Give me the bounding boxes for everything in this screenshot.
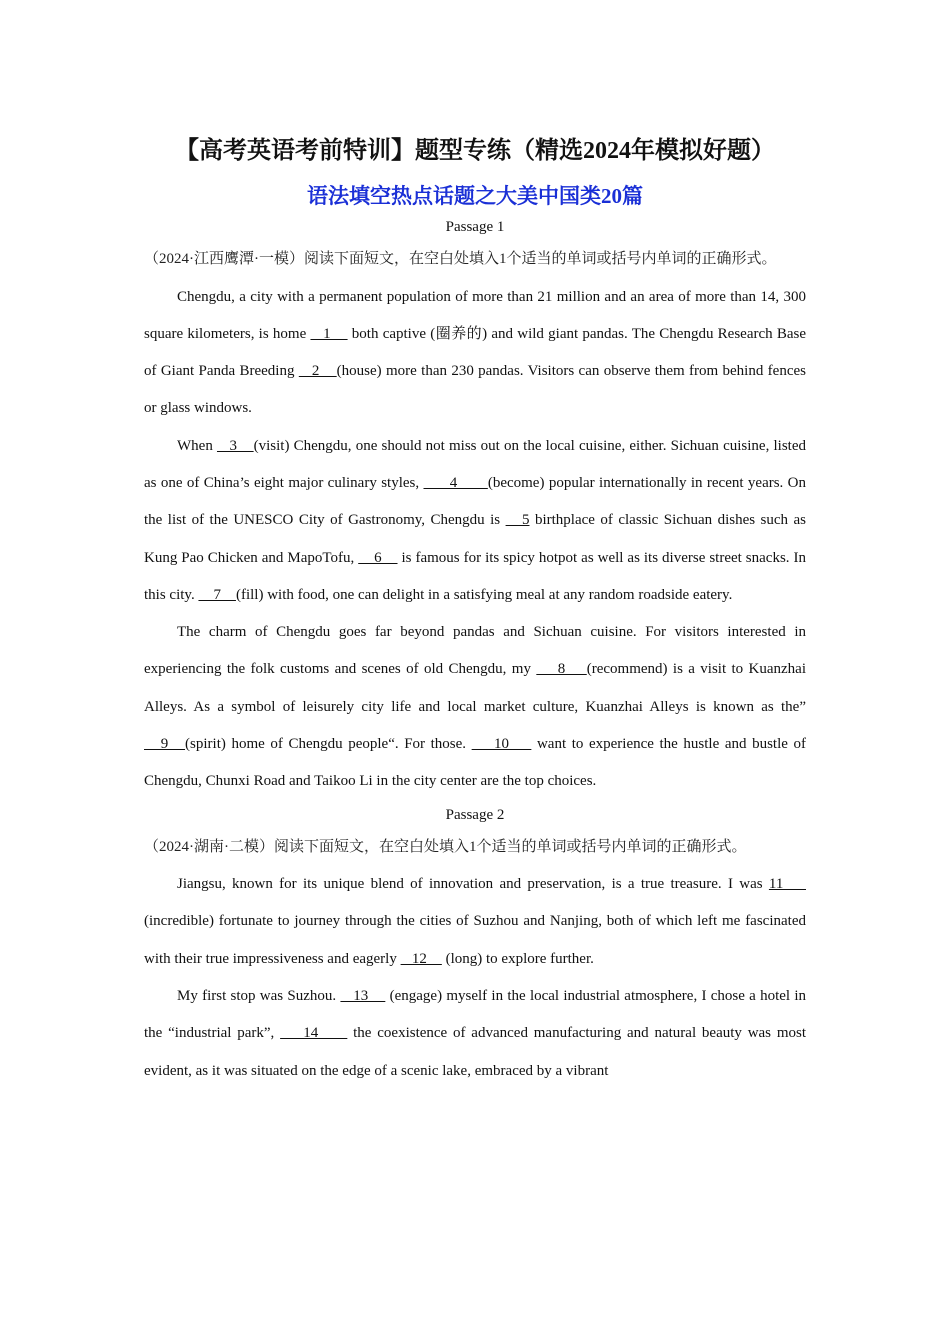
passage-2-paragraph-2 [144, 978, 806, 1090]
blank-10: 10 [471, 736, 532, 753]
page-subtitle: 语法填空热点话题之大美中国类20篇 [307, 184, 643, 208]
passage-1-instruction: （2024·江西鹰潭·一模）阅读下面短文，在空白处填入1个适当的单词或括号内单词的正确形式。 [144, 251, 777, 267]
passage-1-label: Passage 1 [445, 219, 505, 235]
text-run: want to experience the hustle and bustle of Chengdu, Chunxi Road and Taikoo Li in the city center are the top choices. [144, 736, 807, 790]
blank-6: 6 [358, 549, 398, 566]
text-run: My first stop was Suzhou. [177, 988, 341, 1005]
text-run: The charm of Chengdu goes far beyond pandas and Sichuan cuisine. For visitors interested in experiencing the folk customs and scenes of old Chengdu, my [144, 624, 806, 678]
blank-7: 7 [198, 586, 236, 603]
page-title: 【高考英语考前特训】题型专练（精选2024年模拟好题） [175, 138, 775, 164]
text-run: (fill) with food, one can delight in a satisfying meal at any random roadside eatery. [235, 586, 733, 603]
passage-1-paragraph-1 [144, 279, 806, 428]
passage-2-label: Passage 2 [445, 806, 505, 823]
text-run: (engage) myself in the local industrial atmosphere, I chose a hotel in the “industrial park”, [144, 988, 807, 1042]
passage-1-paragraph-2 [144, 428, 806, 614]
text-run: birthplace of classic Sichuan dishes such as Kung Pao Chicken and MapoTofu, [144, 512, 807, 566]
passage-2-instruction: （2024·湖南·二模）阅读下面短文，在空白处填入1个适当的单词或括号内单词的正确形式。 [144, 838, 747, 855]
blank-8: 8 [536, 661, 587, 678]
blank-9: 9 [144, 736, 186, 753]
text-run: (long) to explore further. [441, 950, 594, 967]
text-run: the coexistence of advanced manufacturing and natural beauty was most evident, as it was situated on the edge of a scenic lake, embraced by a vibrant [144, 1025, 806, 1079]
blank-12: 12 [400, 950, 442, 967]
document-page [144, 132, 806, 1090]
text-run: both captive (圈养的) and wild giant pandas. The Chengdu Research Base of Giant Panda Breeding [144, 325, 807, 380]
text-run: is famous for its spicy hotpot as well as its diverse street snacks. In this city. [144, 549, 806, 603]
text-run: (spirit) home of Chengdu people“. For those. [185, 736, 472, 753]
blank-14: 14 [280, 1025, 348, 1042]
text-run: Chengdu, a city with a permanent population of more than 21 million and an area of more than 14, 300 square kilometers, is home [144, 288, 806, 342]
passage-1-paragraph-3 [144, 614, 806, 800]
text-run: (become) popular internationally in recent years. On the list of the UNESCO City of Gastronomy, Chengdu is [144, 474, 807, 529]
passage-2-paragraph-1 [144, 866, 806, 978]
blank-13: 13 [340, 988, 386, 1005]
blank-11: 11 [768, 876, 806, 893]
text-run: (recommend) is a visit to Kuanzhai Alleys. As a symbol of leisurely city life and local market culture, Kuanzhai Alleys is known as the” [144, 661, 807, 715]
text-run: When [177, 437, 217, 454]
blank-3: 3 [216, 437, 254, 454]
blank-4: 4 [423, 474, 488, 491]
text-run: (visit) Chengdu, one should not miss out on the local cuisine, either. Sichuan cuisine, listed as one of China’s eight major culinary styles, [144, 437, 806, 491]
text-run: Jiangsu, known for its unique blend of innovation and preservation, is a true treasure. I was [177, 876, 769, 893]
text-run: (house) more than 230 pandas. Visitors can observe them from behind fences or glass windows. [144, 363, 806, 417]
blank-1: 1 [310, 325, 348, 342]
text-run: (incredible) fortunate to journey through the cities of Suzhou and Nanjing, both of which left me fascinated with their true impressiveness and eagerly [144, 913, 806, 967]
blank-2: 2 [298, 363, 337, 380]
blank-5: 5 [505, 512, 530, 529]
